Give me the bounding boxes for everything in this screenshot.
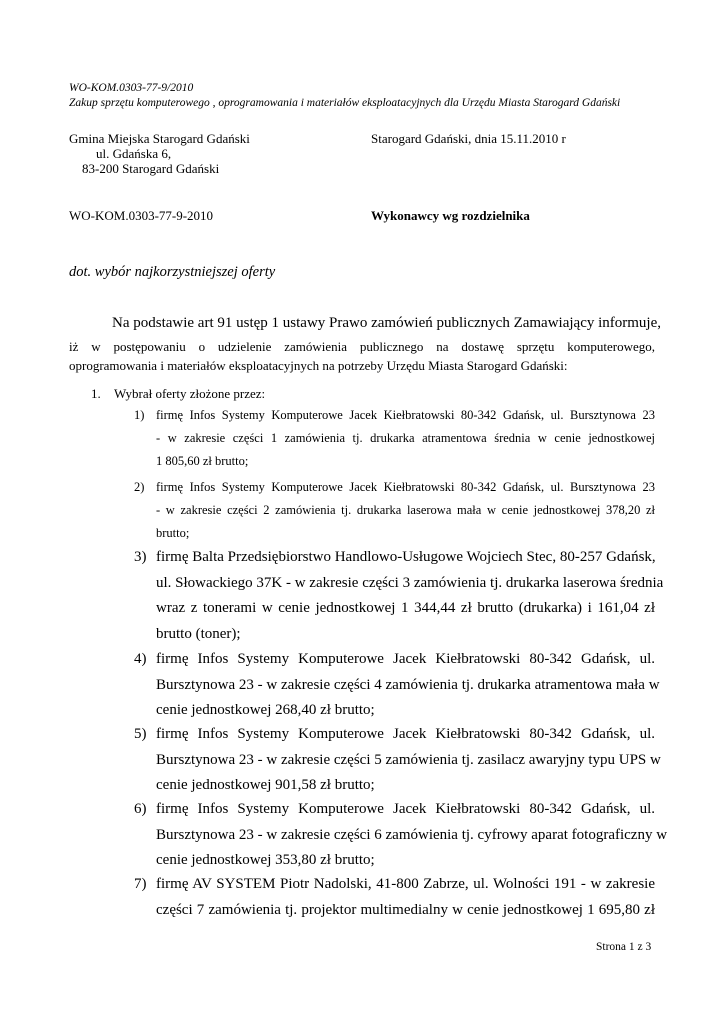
list-item xyxy=(156,476,655,545)
list-item-line: wraz z tonerami w cenie jednostkowej 1 344,44 zł brutto (drukarka) i 161,04 zł xyxy=(156,600,655,616)
intro-line: Na podstawie art 91 ustęp 1 ustawy Prawo zamówień publicznych Zamawiający informuje, xyxy=(112,315,662,331)
list-item-number: 2) xyxy=(134,480,145,494)
outer-list-number: 1. xyxy=(91,386,101,401)
list-item-line: 1 805,60 zł brutto; xyxy=(156,454,249,468)
list-item-line: - w zakresie części 2 zamówienia tj. drukarka laserowa mała w cenie jednostkowej 378,20 zł xyxy=(156,503,655,517)
intro-line: oprogramowania i materiałów eksploatacyjnych na potrzeby Urzędu Miasta Starogard Gdański: xyxy=(69,358,568,373)
list-item-number: 4) xyxy=(134,651,147,667)
header-ref: WO-KOM.0303-77-9/2010 xyxy=(69,82,194,94)
list-item-line: - w zakresie części 1 zamówienia tj. drukarka atramentowa średnia w cenie jednostkowej xyxy=(156,431,655,445)
recipients: Wykonawcy wg rozdzielnika xyxy=(371,208,530,223)
intro-paragraph xyxy=(69,311,662,375)
list-item-line: brutto; xyxy=(156,526,190,540)
list-item xyxy=(156,545,664,647)
case-number: WO-KOM.0303-77-9-2010 xyxy=(69,208,214,223)
list-item-line: firmę Infos Systemy Komputerowe Jacek Kiełbratowski 80-342 Gdańsk, ul. xyxy=(156,651,655,667)
list-item-line: ul. Słowackiego 37K - w zakresie części 3 zamówienia tj. drukarka laserowa średnia xyxy=(156,574,664,591)
list-item-line: firmę Infos Systemy Komputerowe Jacek Kiełbratowski 80-342 Gdańsk, ul. Bursztynowa 23 xyxy=(156,408,655,422)
list-item xyxy=(156,404,655,473)
list-item-number: 7) xyxy=(134,876,147,892)
list-item-line: cenie jednostkowej 353,80 zł brutto; xyxy=(156,852,375,868)
list-item xyxy=(156,797,668,874)
sender-name: Gmina Miejska Starogard Gdański xyxy=(69,131,250,146)
list-item xyxy=(156,722,661,799)
subject-line: dot. wybór najkorzystniejszej oferty xyxy=(69,264,276,280)
list-item xyxy=(156,872,655,923)
list-item-line: Bursztynowa 23 - w zakresie części 5 zamówienia tj. zasilacz awaryjny typu UPS w xyxy=(156,751,661,768)
outer-list-text: Wybrał oferty złożone przez: xyxy=(114,386,266,401)
list-item-number: 6) xyxy=(134,801,147,817)
list-item-number: 5) xyxy=(134,726,147,742)
place-date: Starogard Gdański, dnia 15.11.2010 r xyxy=(371,131,566,146)
list-item-number: 3) xyxy=(134,549,147,565)
list-item-line: brutto (toner); xyxy=(156,625,241,642)
list-item-line: części 7 zamówienia tj. projektor multimedialny w cenie jednostkowej 1 695,80 zł xyxy=(156,901,655,918)
list-item-line: firmę Infos Systemy Komputerowe Jacek Kiełbratowski 80-342 Gdańsk, ul. xyxy=(156,726,655,742)
list-item-line: cenie jednostkowej 268,40 zł brutto; xyxy=(156,702,375,718)
sender-city: 83-200 Starogard Gdański xyxy=(82,161,220,176)
list-item-number: 1) xyxy=(134,408,145,422)
intro-line: iż w postępowaniu o udzielenie zamówienia publicznego na dostawę sprzętu komputerowego, xyxy=(69,339,655,354)
sender-street: ul. Gdańska 6, xyxy=(96,146,172,161)
list-item-line: Bursztynowa 23 - w zakresie części 6 zamówienia tj. cyfrowy aparat fotograficzny w xyxy=(156,826,668,843)
list-item xyxy=(156,647,660,724)
list-item-line: cenie jednostkowej 901,58 zł brutto; xyxy=(156,777,375,793)
list-item-line: firmę Infos Systemy Komputerowe Jacek Kiełbratowski 80-342 Gdańsk, ul. xyxy=(156,801,655,817)
header-subject: Zakup sprzętu komputerowego , oprogramowania i materiałów eksploatacyjnych dla Urzędu Miasta Starogard Gdański xyxy=(69,97,621,109)
list-item-line: firmę Infos Systemy Komputerowe Jacek Kiełbratowski 80-342 Gdańsk, ul. Bursztynowa 23 xyxy=(156,480,655,494)
list-item-line: firmę AV SYSTEM Piotr Nadolski, 41-800 Zabrze, ul. Wolności 191 - w zakresie xyxy=(156,876,655,892)
list-item-line: firmę Balta Przedsiębiorstwo Handlowo-Usługowe Wojciech Stec, 80-257 Gdańsk, xyxy=(156,549,656,565)
list-item-line: Bursztynowa 23 - w zakresie części 4 zamówienia tj. drukarka atramentowa mała w xyxy=(156,676,660,693)
page-number: Strona 1 z 3 xyxy=(596,941,652,953)
